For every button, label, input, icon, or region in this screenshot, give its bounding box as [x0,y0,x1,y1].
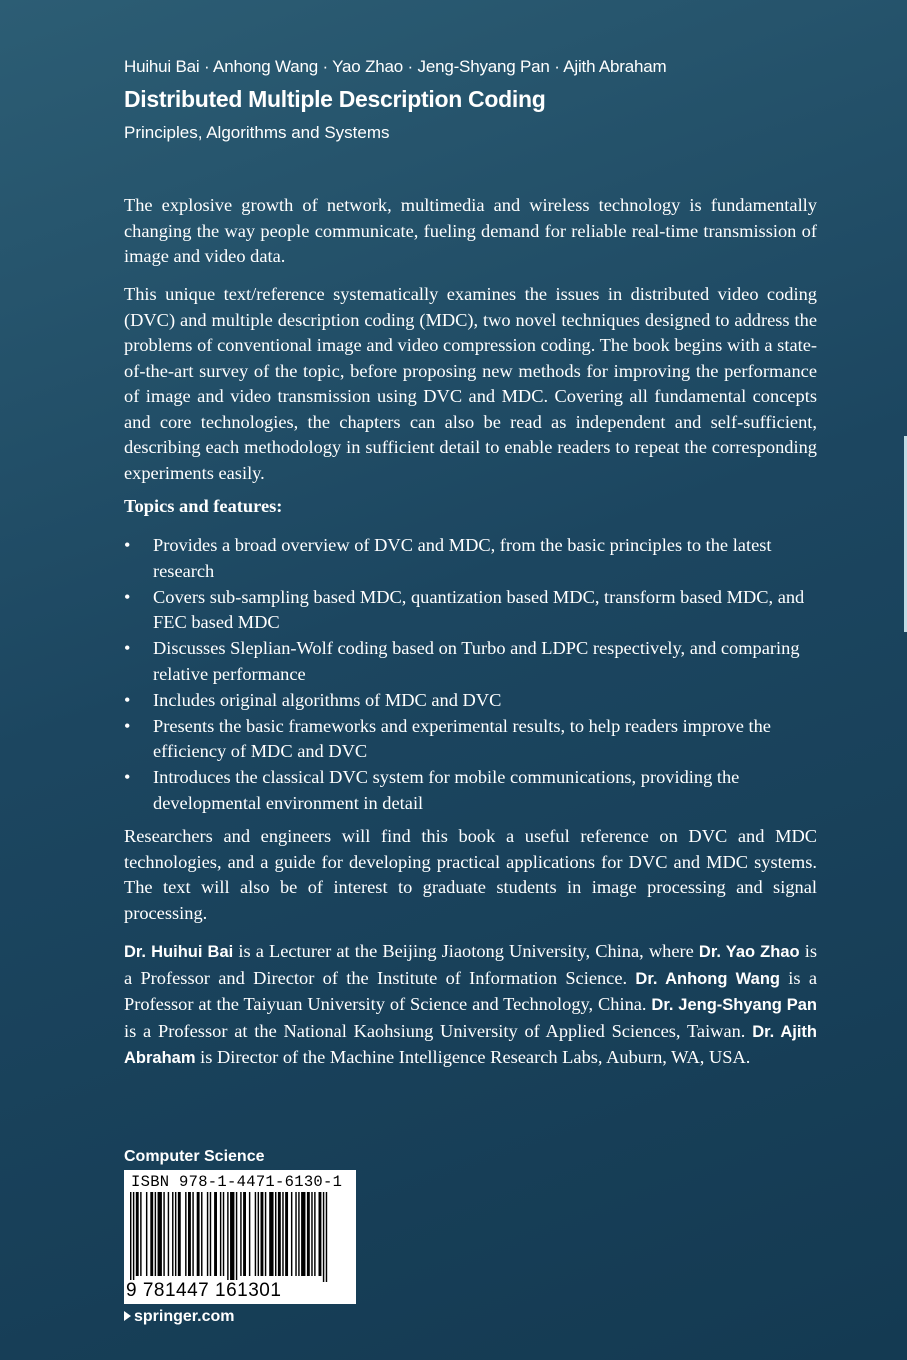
bullet-icon: • [124,689,131,710]
barcode-bar [163,1192,164,1276]
topic-text: Provides a broad overview of DVC and MDC, from the basic principles to the latest research [153,535,772,581]
list-item [124,688,817,714]
barcode-icon [130,1192,350,1282]
barcode-bar [178,1192,181,1276]
barcode-bar [236,1192,237,1282]
barcode-bar [295,1192,296,1276]
bullet-icon: • [124,535,131,555]
barcode-bar [240,1192,241,1276]
bullet-icon: • [124,767,131,787]
barcode-bar [278,1192,281,1276]
barcode-bar [282,1192,283,1276]
isbn-barcode [124,1170,356,1304]
barcode-bar [207,1192,208,1276]
barcode-bar [258,1192,259,1276]
bio-text-abraham: is Director of the Machine Intelligence Research Labs, Auburn, WA, USA. [195,1047,751,1067]
bio-name-bai: Dr. Huihui Bai [124,943,234,961]
topics-heading: Topics and features: [124,496,283,516]
barcode-bar [192,1192,193,1276]
barcode-bar [285,1192,288,1276]
barcode-bar [314,1192,315,1276]
barcode-bar [291,1192,292,1276]
barcode-bar [146,1192,147,1276]
bio-text-pan: is a Professor at the National Kaohsiung University of Applied Sciences, Taiwan. [124,1020,753,1041]
book-title: Distributed Multiple Description Coding [124,86,546,112]
bullet-icon: • [124,638,131,658]
bio-text-zhao: is a Professor and Director of the Institute of Information Science. [124,941,817,988]
barcode-bar [249,1192,250,1276]
bio-name-wang: Dr. Anhong Wang [635,969,780,988]
bio-text-wang: is a Professor at the Taiyuan University of Science and Technology, China. [124,967,818,1014]
barcode-bar [140,1192,141,1276]
barcode-bar [130,1192,131,1282]
bullet-icon: • [124,715,131,736]
barcode-bar [201,1192,202,1276]
barcode-bar [175,1192,176,1276]
list-item [124,765,817,816]
audience-paragraph: Researchers and engineers will find this book a useful reference on DVC and MDC technologies, and a guide for developing practical applications for DVC and MDC systems. The text will also be of interest to graduate students in image processing and signal processing. [124,826,817,923]
barcode-bar [136,1192,139,1276]
bullet-icon: • [124,586,131,607]
topic-text: Presents the basic frameworks and experimental results, to help readers improve the efficiency of MDC and DVC [153,715,771,761]
barcode-digits: 9 781447 161301 [126,1280,282,1301]
barcode-bar [172,1192,173,1276]
author-bio-paragraph [124,939,817,1072]
topic-text: Includes original algorithms of MDC and DVC [153,689,502,710]
publisher-name: springer.com [134,1308,235,1325]
barcode-bar [197,1192,200,1276]
bio-name-zhao: Dr. Yao Zhao [698,943,800,961]
bio-name-pan: Dr. Jeng-Shyang Pan [651,996,817,1014]
list-item [124,714,817,765]
barcode-bar [301,1192,305,1276]
barcode-bar [150,1192,153,1276]
barcode-bar [230,1192,234,1282]
barcode-bar [265,1192,266,1276]
barcode-bar [311,1192,312,1276]
barcode-bar [275,1192,276,1276]
barcode-bar [323,1192,324,1282]
barcode-bar [220,1192,221,1276]
list-item [124,533,817,584]
book-subtitle: Principles, Algorithms and Systems [124,123,390,142]
barcode-bar [255,1192,256,1276]
list-item [124,585,817,636]
barcode-bar [210,1192,211,1276]
barcode-bar [188,1192,191,1276]
barcode-bar [158,1192,162,1276]
arrow-right-icon [124,1311,131,1321]
barcode-bar [307,1192,310,1276]
barcode-bar [214,1192,217,1276]
isbn-label: ISBN 978-1-4471-6130-1 [131,1173,343,1191]
barcode-bar [261,1192,264,1276]
barcode-bar [227,1192,228,1282]
barcode-bar [243,1192,246,1276]
barcode-bar [155,1192,156,1276]
barcode-bar [319,1192,322,1276]
topic-text: Discusses Sleplian-Wolf coding based on Turbo and LDPC respectively, and comparing relative performance [153,638,800,684]
bio-text-bai: is a Lecturer at the Beijing Jiaotong University, China, where [233,941,699,961]
barcode-bar [326,1192,327,1282]
topics-list [124,533,817,817]
list-item [124,636,817,687]
barcode-bar [298,1192,299,1276]
barcode-bar [168,1192,169,1276]
barcode-bar [223,1192,224,1276]
topic-text: Introduces the classical DVC system for mobile communications, providing the developmental environment in detail [153,767,740,813]
barcode-bar [185,1192,186,1276]
author-list: Huihui Bai · Anhong Wang · Yao Zhao · Jeng-Shyang Pan · Ajith Abraham [124,57,667,76]
topic-text: Covers sub-sampling based MDC, quantization based MDC, transform based MDC, and FEC based MDC [153,586,805,632]
barcode-bar [133,1192,134,1282]
subject-category: Computer Science [124,1148,265,1165]
description-paragraph: This unique text/reference systematically examines the issues in distributed video coding (DVC) and multiple description coding (MDC), two novel techniques designed to address the problems of conventional image and video compression coding. The book begins with a state-of-the-art survey of the topic, before proposing new methods for improving the performance of image and video transmission using DVC and MDC. Covering all fundamental concepts and core technologies, the chapters can also be read as independent and self-sufficient, describing each methodology in sufficient detail to enable readers to repeat the corresponding experiments easily. [124,284,817,483]
barcode-bar [269,1192,273,1276]
bio-name-abraham: Dr. Ajith Abraham [124,1022,818,1067]
publisher-link[interactable] [124,1308,234,1326]
intro-paragraph: The explosive growth of network, multimedia and wireless technology is fundamentally changing the way people communicate, fueling demand for reliable real-time transmission of image and video data. [124,195,817,266]
